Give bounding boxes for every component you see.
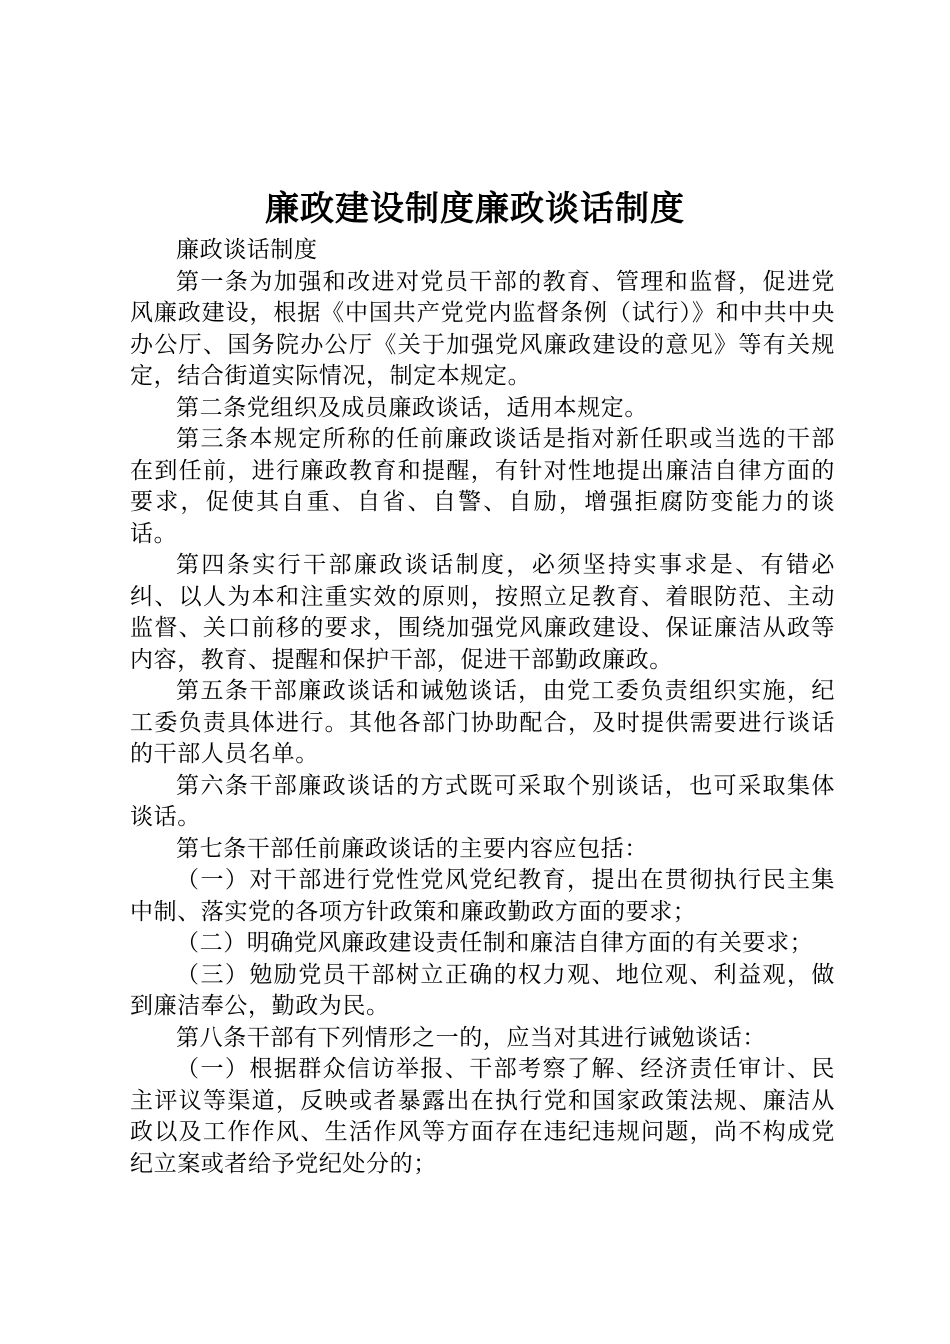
paragraph-article-7-item-1: （一）对干部进行党性党风党纪教育，提出在贯彻执行民主集中制、落实党的各项方针政策和廉政勤政方面的要求；	[130, 867, 835, 925]
paragraph-article-5: 第五条干部廉政谈话和诫勉谈话，由党工委负责组织实施，纪工委负责具体进行。其他各部门协助配合，及时提供需要进行谈话的干部人员名单。	[130, 678, 835, 767]
document-body	[130, 235, 835, 1180]
paragraph-article-8: 第八条干部有下列情形之一的，应当对其进行诫勉谈话：	[176, 1024, 766, 1051]
paragraph-article-7: 第七条干部任前廉政谈话的主要内容应包括：	[176, 835, 648, 862]
paragraph-article-8-item-1: （一）根据群众信访举报、干部考察了解、经济责任审计、民主评议等渠道，反映或者暴露出在执行党和国家政策法规、廉洁从政以及工作作风、生活作风等方面存在违纪违规问题，尚不构成党纪立案或者给予党纪处分的；	[130, 1056, 835, 1177]
paragraph-article-2: 第二条党组织及成员廉政谈话，适用本规定。	[176, 394, 648, 421]
paragraph-article-6: 第六条干部廉政谈话的方式既可采取个别谈话，也可采取集体谈话。	[130, 772, 835, 830]
paragraph-article-4: 第四条实行干部廉政谈话制度，必须坚持实事求是、有错必纠、以人为本和注重实效的原则，按照立足教育、着眼防范、主动监督、关口前移的要求，围绕加强党风廉政建设、保证廉洁从政等内容，教育、提醒和保护干部，促进干部勤政廉政。	[130, 552, 835, 673]
paragraph-article-3: 第三条本规定所称的任前廉政谈话是指对新任职或当选的干部在到任前，进行廉政教育和提醒，有针对性地提出廉洁自律方面的要求，促使其自重、自省、自警、自励，增强拒腐防变能力的谈话。	[130, 426, 835, 547]
paragraph-article-7-item-2: （二）明确党风廉政建设责任制和廉洁自律方面的有关要求；	[176, 930, 814, 956]
paragraph-article-7-item-3: （三）勉励党员干部树立正确的权力观、地位观、利益观，做到廉洁奉公，勤政为民。	[130, 961, 835, 1019]
paragraph-subtitle: 廉政谈话制度	[176, 237, 318, 263]
document-title: 廉政建设制度廉政谈话制度	[265, 189, 685, 229]
paragraph-article-1: 第一条为加强和改进对党员干部的教育、管理和监督，促进党风廉政建设，根据《中国共产党党内监督条例（试行）》和中共中央办公厅、国务院办公厅《关于加强党风廉政建设的意见》等有关规定，结合街道实际情况，制定本规定。	[130, 268, 835, 389]
